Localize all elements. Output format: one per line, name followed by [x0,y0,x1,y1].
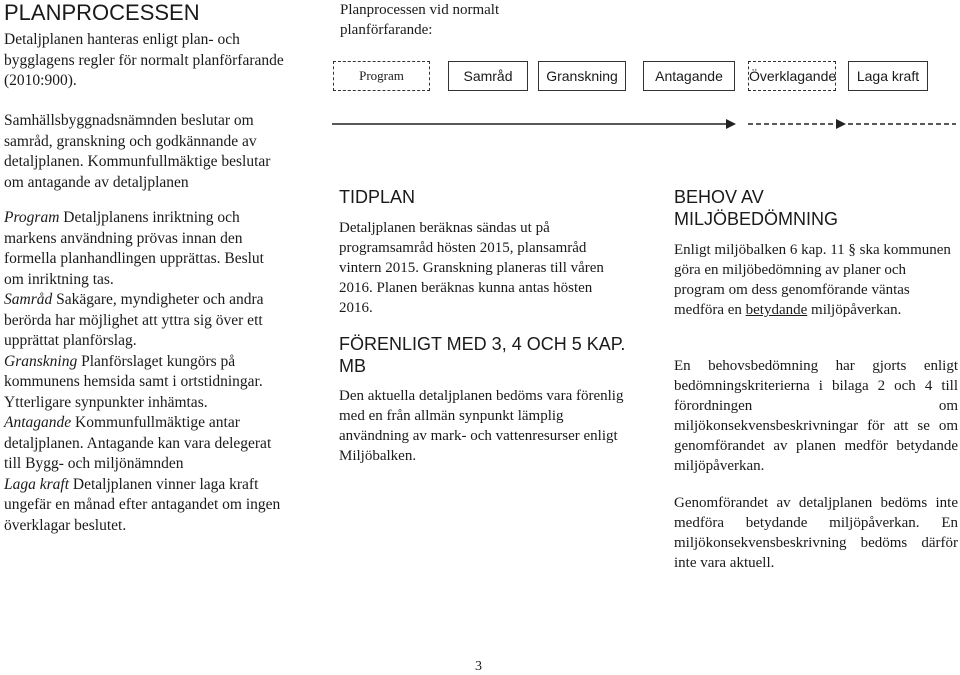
step-description-granskning [4,352,286,414]
step-term: Program [4,209,60,226]
step-description-program [4,208,286,290]
step-box-overklagande: Överklagande [748,61,836,91]
tidplan-text: Detaljplanen beräknas sändas ut på programsamråd hösten 2015, plansamråd vintern 2015. Granskning planeras till våren 2016. Planen beräknas kunna antas hösten 2016. [339,220,604,316]
behov-heading: BEHOV AV MILJÖBEDÖMNING [674,187,839,229]
step-box-laga-kraft: Laga kraft [848,61,928,91]
behov-underlined-word: betydande [745,302,808,318]
page-number: 3 [475,659,482,674]
step-text: Detaljplanen vinner laga kraft ungefär en månad efter antagandet om ingen överklagar beslutet. [4,475,281,534]
step-text: Detaljplanens inriktning och markens användning prövas innan den formella planhandlingen upprättas. Beslut om inriktning tas. [4,209,264,288]
step-description-samrad [4,290,286,352]
step-term: Samråd [4,291,53,308]
behov-text: Enligt miljöbalken 6 kap. 11 § ska kommunen göra en miljöbedömning av planer och program om dess genomförande väntas medföra en [674,242,951,318]
process-steps-description [4,208,286,536]
responsibility-text: Samhällsbyggnadsnämnden beslutar om samråd, granskning och godkännande av detaljplanen. Kommunfullmäktige beslutar om antagande av detaljplanen [4,112,271,191]
step-text: Sakägare, myndigheter och andra berörda har möjlighet att yttra sig över ett upprättat planförslag. [4,291,264,349]
behov-paragraph-2: En behovsbedömning har gjorts enligt bedömningskriterierna i bilaga 2 och 4 till förordningen om miljökonsekvensbeskrivningar för att se om genomförandet av planen medför betydande miljöpåverkan. [674,358,958,474]
step-description-antagande [4,413,286,475]
intro-text: Detaljplanen hanteras enligt plan- och bygglagens regler för normalt planförfarande (2010:900). [4,31,284,89]
step-text: Planförslaget kungörs på kommunens hemsida samt i ortstidningar. Ytterligare synpunkter inhämtas. [4,352,263,411]
step-text: Kommunfullmäktige antar detaljplanen. Antagande kan vara delegerat till Bygg- och miljönämnden [4,414,272,472]
step-term: Antagande [4,414,72,431]
step-box-antagande: Antagande [643,61,735,91]
forenligt-heading: FÖRENLIGT MED 3, 4 OCH 5 KAP. MB [339,334,626,376]
process-heading: Planprocessen vid normalt planförfarande: [340,2,500,38]
step-term: Granskning [4,352,78,370]
step-box-samrad: Samråd [448,61,528,91]
step-box-program: Program [333,61,430,91]
arrow-head-icon [726,119,736,129]
arrow-head-icon [836,119,846,129]
step-term: Laga kraft [4,475,70,493]
forenligt-text: Den aktuella detaljplanen bedöms vara förenlig med en från allmän synpunkt lämplig användning av mark- och vattenresurser enligt Miljöbalken. [339,388,624,464]
page-title: PLANPROCESSEN [4,0,200,25]
behov-paragraph-1 [674,240,958,320]
step-description-laga-kraft [4,475,286,537]
tidplan-heading: TIDPLAN [339,187,416,207]
step-box-granskning: Granskning [538,61,626,91]
behov-text: miljöpåverkan. [807,302,902,318]
timeline-arrows [328,112,960,136]
behov-paragraph-3: Genomförandet av detaljplanen bedöms inte medföra betydande miljöpåverkan. En miljökonsekvensbeskrivning bedöms därför inte vara aktuell. [674,495,958,571]
